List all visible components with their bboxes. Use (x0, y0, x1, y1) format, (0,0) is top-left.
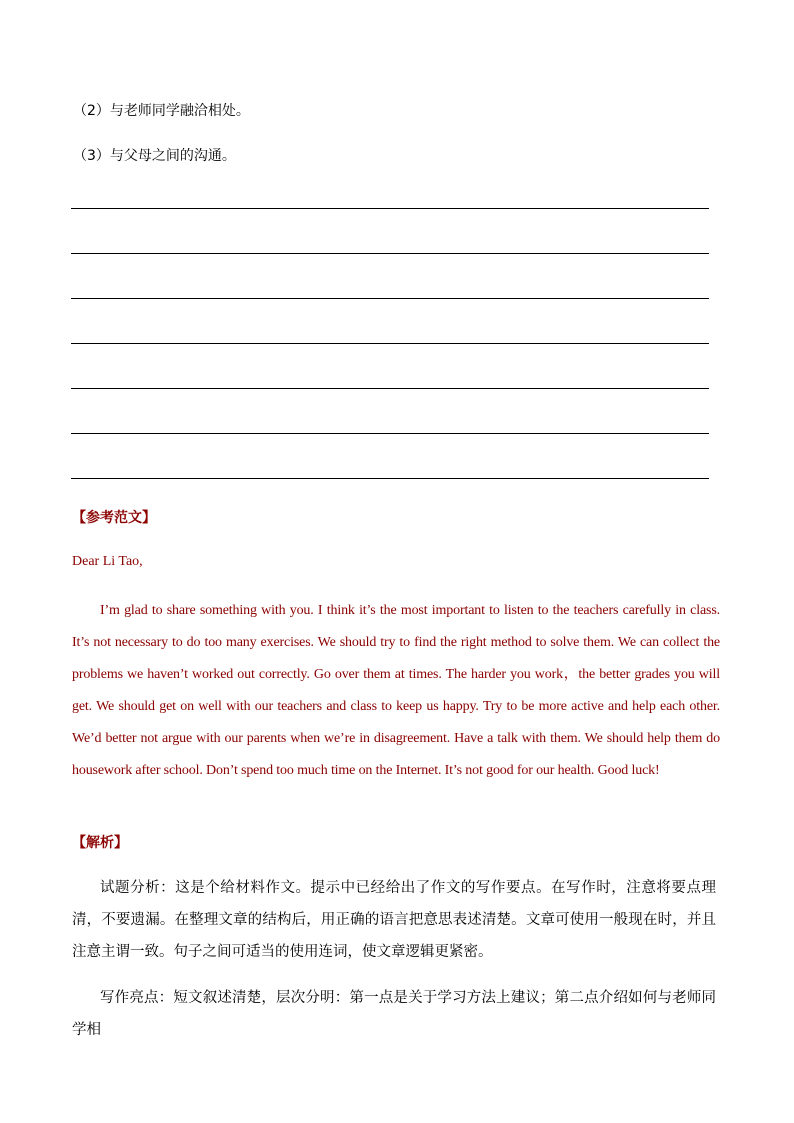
analysis-heading: 【解析】 (72, 835, 128, 851)
analysis-paragraph-2: 写作亮点：短文叙述清楚，层次分明：第一点是关于学习方法上建议；第二点介绍如何与老师同学相 (72, 990, 716, 1038)
writing-line (71, 433, 709, 434)
essay-body: I’m glad to share something with you. I think it’s the most important to listen to the teachers carefully in class. It’s not necessary to do too many exercises. We should try to find the right method to solve them. We can collect the problems we haven’t worked out correctly. Go over them at times. The harder you work，the better grades you will get. We should get on well with our teachers and class to keep us happy. Try to be more active and help each other. We’d better not argue with our parents when we’re in disagreement. Have a talk with them. We should help them do housework after school. Don’t spend too much time on the Internet. It’s not good for our health. Good luck! (72, 603, 720, 778)
analysis-paragraph-1: 试题分析：这是个给材料作文。提示中已经给出了作文的写作要点。在写作时，注意将要点理清，不要遗漏。在整理文章的结构后，用正确的语言把意思表述清楚。文章可使用一般现在时，并且注意主谓一致。句子之间可适当的使用连词，使文章逻辑更紧密。 (72, 880, 716, 960)
requirement-item-3: （3）与父母之间的沟通。 (73, 148, 236, 164)
requirement-item-2: （2）与老师同学融洽相处。 (73, 103, 250, 119)
writing-line (71, 253, 709, 254)
writing-line (71, 208, 709, 209)
writing-line (71, 343, 709, 344)
sample-essay-heading: 【参考范文】 (72, 510, 156, 526)
essay-greeting: Dear Li Tao, (72, 554, 143, 569)
writing-line (71, 298, 709, 299)
writing-line (71, 388, 709, 389)
writing-line (71, 478, 709, 479)
